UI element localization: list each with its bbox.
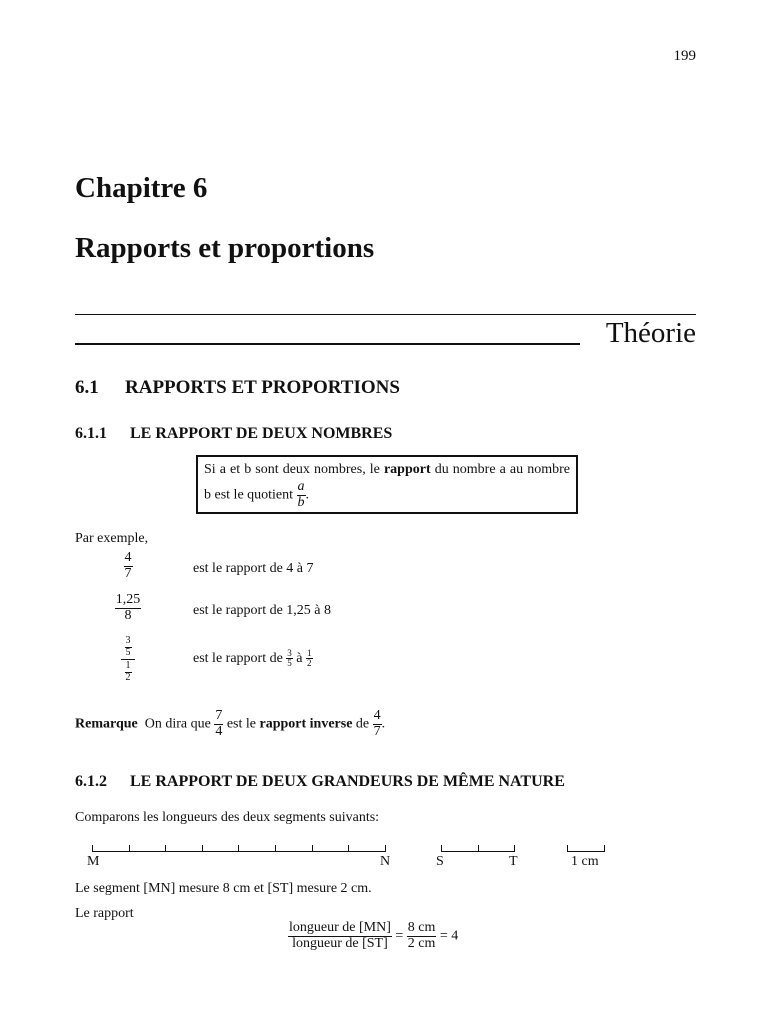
ratio-formula (288, 921, 458, 951)
remark-end: . (381, 716, 386, 732)
formula-fraction-2 (407, 921, 437, 951)
fraction-numerator: 1 (125, 660, 131, 671)
fraction-denominator: 2 (307, 658, 312, 669)
section-number: 6.1 (75, 377, 99, 398)
example-1-text: est le rapport de 4 à 7 (193, 561, 314, 576)
section-title: RAPPORTS ET PROPORTIONS (125, 377, 400, 398)
fraction-denominator: b (297, 494, 305, 510)
point-label-s: S (436, 854, 444, 869)
unit-segment-line (567, 851, 604, 852)
remark-fraction-2 (373, 709, 382, 739)
example-3-fraction (118, 636, 138, 683)
definition-text-before: Si a et b sont deux nombres, le (204, 462, 384, 477)
fraction-numerator: 3 (287, 648, 292, 658)
page-number: 199 (673, 48, 696, 64)
fraction-denominator: 5 (125, 646, 131, 658)
remark-fraction-1 (214, 709, 223, 739)
formula-fraction-1 (288, 921, 392, 951)
remark (75, 709, 385, 739)
fraction-denominator: 2 (125, 671, 131, 683)
fraction-numerator: 3 (125, 635, 131, 646)
section-heading (75, 377, 400, 399)
definition-fraction (297, 480, 306, 510)
point-label-n: N (380, 854, 391, 869)
fraction-denominator: 2 cm (407, 935, 436, 951)
fraction-denominator: 7 (124, 565, 132, 581)
examples-intro: Par exemple, (75, 531, 149, 546)
fraction-numerator: longueur de [MN] (289, 920, 391, 935)
remark-label: Remarque (75, 716, 138, 732)
fraction-denominator: 7 (373, 723, 381, 739)
header-rule-bottom (75, 343, 580, 345)
definition-keyword: rapport (383, 462, 431, 477)
formula-equals-2: = 4 (439, 928, 459, 944)
example-3-text (193, 649, 313, 669)
segment-mn-tick (129, 845, 130, 852)
subsection-number: 6.1.1 (75, 425, 107, 442)
chapter-label: Chapitre 6 (75, 172, 208, 204)
fraction-denominator: 5 (287, 658, 292, 669)
segment-unit-tick (604, 845, 605, 852)
fraction-numerator: 1 (307, 648, 312, 658)
subsection-title: LE RAPPORT DE DEUX NOMBRES (130, 425, 393, 442)
compare-text: Comparons les longueurs des deux segments suivants: (75, 810, 380, 825)
formula-equals-1: = (395, 928, 404, 944)
fraction-denominator: longueur de [ST] (292, 935, 388, 951)
subsection-title: LE RAPPORT DE DEUX GRANDEURS DE MÊME NATURE (130, 773, 565, 790)
segment-mn-tick (312, 845, 313, 852)
remark-text-3: de (355, 716, 370, 732)
segment-st-tick (478, 845, 479, 852)
subsection-heading-2 (75, 773, 565, 791)
subsection-heading-1 (75, 425, 392, 443)
segment-mn-tick (202, 845, 203, 852)
fraction-numerator: 8 cm (407, 920, 436, 935)
segment-unit-tick (567, 845, 568, 852)
remark-keyword: rapport inverse (259, 716, 353, 732)
inline-fraction (306, 649, 313, 669)
unit-label: 1 cm (571, 854, 599, 869)
point-label-m: M (87, 854, 100, 869)
definition-box (196, 455, 578, 514)
example-2-fraction (110, 593, 146, 623)
fraction-numerator: 4 (373, 708, 381, 723)
segment-st-tick (441, 845, 442, 852)
fraction-denominator: 4 (215, 723, 223, 739)
example-2-text: est le rapport de 1,25 à 8 (193, 603, 332, 618)
point-label-t: T (509, 854, 518, 869)
fraction-denominator: 8 (124, 607, 132, 623)
segment-mn-tick (238, 845, 239, 852)
example-3-text-before: est le rapport de (193, 651, 287, 667)
subsection-number: 6.1.2 (75, 773, 107, 790)
fraction-numerator: 1,25 (115, 592, 141, 607)
example-1-fraction (114, 551, 142, 581)
segment-mn-tick (275, 845, 276, 852)
definition-text-after: du nombre a au nombre b est le quotient (204, 462, 570, 503)
chapter-title: Rapports et proportions (75, 232, 375, 264)
fraction-numerator: 4 (124, 550, 132, 565)
segment-mn-tick (385, 845, 386, 852)
remark-text-1: On dira que (144, 716, 211, 732)
definition-end: . (305, 487, 310, 503)
segment-mn-tick (92, 845, 93, 852)
ratio-intro: Le rapport (75, 906, 134, 921)
header-rule-top (75, 314, 696, 315)
measure-text: Le segment [MN] mesure 8 cm et [ST] mesure 2 cm. (75, 881, 372, 896)
fraction-numerator: a (297, 479, 305, 494)
remark-text-2: est le (226, 716, 256, 732)
theory-label: Théorie (605, 317, 696, 349)
fraction-numerator: 7 (215, 708, 223, 723)
example-3-middle: à (292, 651, 307, 667)
segment-mn-tick (165, 845, 166, 852)
segment-st-tick (514, 845, 515, 852)
segment-mn-tick (348, 845, 349, 852)
